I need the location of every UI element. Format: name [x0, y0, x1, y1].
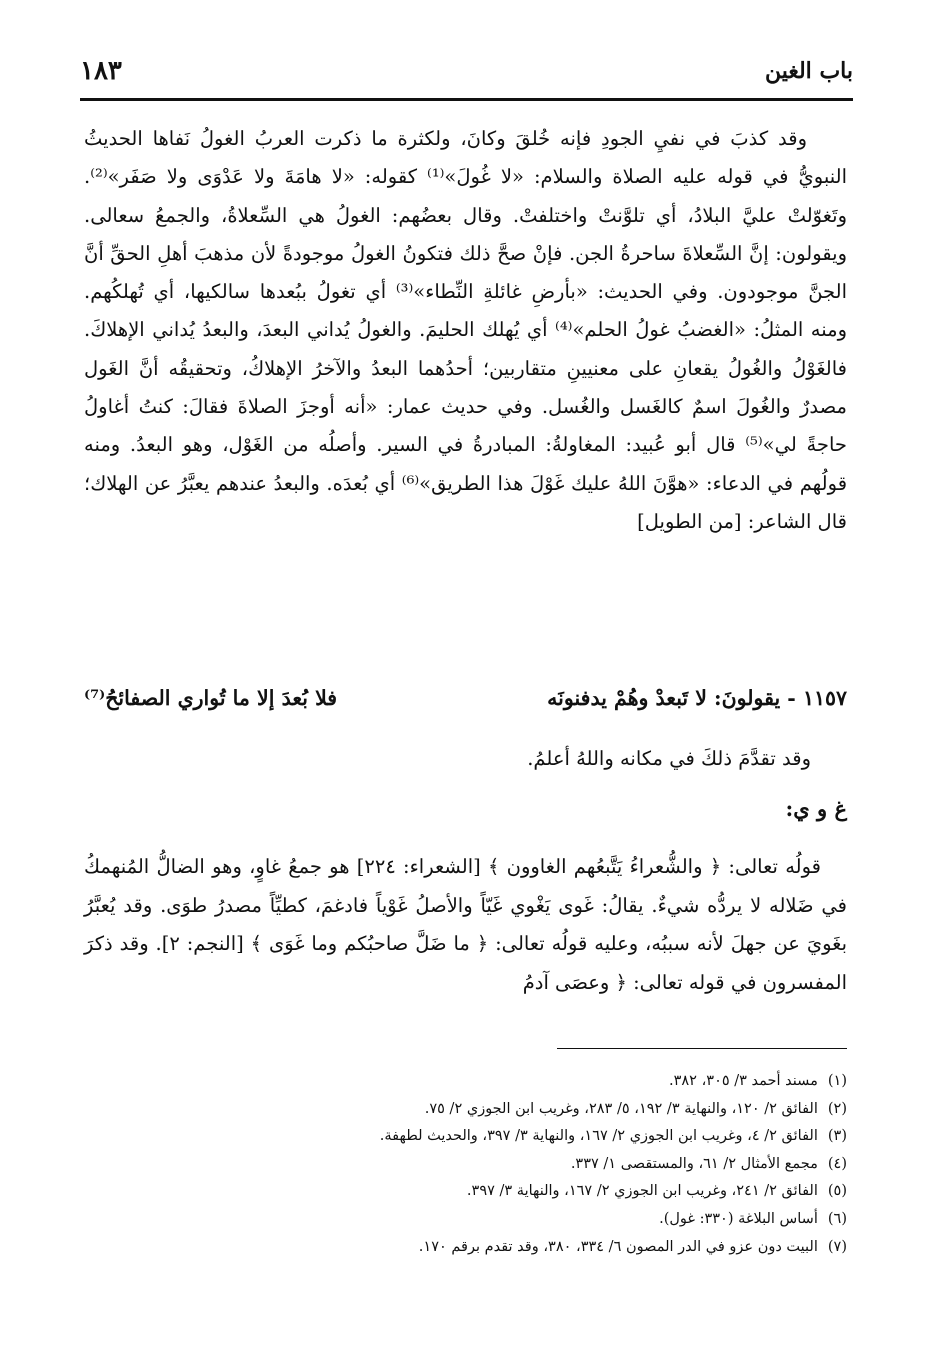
footnote-text: الفائق ٢/ ١٢٠، والنهاية ٣/ ١٩٢، ٥/ ٢٨٣، وغريب ابن الجوزي ٢/ ٧٥.	[424, 1100, 818, 1117]
footnote	[100, 1151, 847, 1179]
verse-second-hemistich: فلا بُعدَ إلا ما تُواري الصفائحُ⁽⁷⁾	[84, 686, 338, 710]
footnote	[100, 1234, 847, 1262]
post-verse-line: وقد تقدَّمَ ذلكَ في مكانه واللهُ أعلمُ.	[527, 747, 811, 770]
body-paragraph: وقد كذبَ في نفيِ الجودِ فإنه خُلقَ وكانَ، ولكثرة ما ذكرت العربُ الغولُ نَفاها الحديثُ النبويُّ في قوله عليه الصلاة والسلام: «لا غُولَ»⁽¹⁾ كقوله: «لا هامَةَ ولا عَدْوَى ولا صَفَر»⁽²⁾. وتَغوّلتْ عليَّ البلادُ، أي تلوَّنتْ واختلفتْ. وقال بعضُهم: الغولُ هي السِّعلاةُ، والجمعُ سعالى. ويقولون: إنَّ السِّعلاةَ ساحرةُ الجن. فإنْ صحَّ ذلك فتكونُ الغولُ موجودةً لأن مذهبَ أهلِ الحقِّ أنَّ الجنَّ موجودون. وفي الحديث: «بأرضِ غائلةِ النِّطاء»⁽³⁾ أي تغولُ ببُعدها سالكيها، أي تُهلكُهم. ومنه المثلُ: «الغضبُ غولُ الحلم»⁽⁴⁾ أي يُهلك الحليمَ. والغولُ يُداني البعدَ، والبعدُ يُداني الإهلاكَ. فالغَوْلُ والغُولُ يقعانِ على معنيينِ متقاربين؛ أحدُهما البعدُ والآخرُ الإهلاكُ، وتحقيقُه أنَّ الغَول مصدرٌ والغُولَ اسمٌ كالغَسل والغُسل. وفي حديث عمار: «أنه أوجزَ الصلاةَ فقالَ: كنتُ أغاولُ حاجةً لي»⁽⁵⁾ قال أبو عُبيد: المغاولةُ: المبادرةُ في السير. وأصلُه من الغَوْل، وهو البعدُ. ومنه قولُهم في الدعاء: «هوَّنَ اللهُ عليك غَوْلَ هذا الطريق»⁽⁶⁾ أي بُعدَه. والبعدُ عندهم يعبَّرُ عن الهلاك؛ قال الشاعر: [من الطويل]	[84, 127, 848, 533]
footnote-text: الفائق ٢/ ٤، وغريب ابن الجوزي ٢/ ١٦٧، والنهاية ٣/ ٣٩٧، والحديث لطهفة.	[379, 1128, 818, 1145]
entry-text	[84, 848, 847, 1002]
footnote-number: (٣)	[827, 1128, 847, 1145]
footnote	[100, 1068, 847, 1096]
footnotes	[100, 1068, 847, 1261]
verse-first-hemistich: ١١٥٧ - يقولونَ: لا تَبعدْ وهُمْ يدفنونَه	[547, 686, 847, 710]
footnote-number: (٥)	[827, 1183, 847, 1200]
footnote-number: (٢)	[827, 1100, 847, 1117]
footnote	[100, 1206, 847, 1234]
footnote	[100, 1178, 847, 1206]
footnote	[100, 1096, 847, 1124]
footnote	[100, 1123, 847, 1151]
footnote-number: (٧)	[827, 1238, 847, 1255]
footnote-text: الفائق ٢/ ٢٤١، وغريب ابن الجوزي ٢/ ١٦٧، والنهاية ٣/ ٣٩٧.	[466, 1183, 818, 1200]
entry-paragraph: قولُه تعالى: ﴿ والشُّعراءُ يَتَّبعُهم الغاوون ﴾ [الشعراء: ٢٢٤] هو جمعُ غاوٍ، وهو الضالُّ المُنهمكُ في ضَلاله لا يردُّه شيءٌ. يقالُ: غَوى يَغْوي غَيّاً والأصلُ غَوْياً فادغمَ، كطيِّاً مصدرُ طوَى. وقد يُعبَّرُ بغَويَ عن جهلَ لأنه سببُه، وعليه قولُه تعالى: ﴿ ما ضَلَّ صاحبُكم وما غَوَى ﴾ [النجم: ٢]. وقد ذكرَ المفسرون في قوله تعالى: ﴿ وعصَى آدمُ	[84, 855, 848, 994]
footnote-separator	[557, 1048, 847, 1049]
footnote-number: (٦)	[827, 1210, 847, 1227]
footnote-text: أساس البلاغة (٣٣٠: غول).	[659, 1210, 818, 1227]
footnote-number: (٤)	[827, 1155, 847, 1172]
footnote-text: مسند أحمد ٣/ ٣٠٥، ٣٨٢.	[669, 1073, 818, 1089]
footnote-number: (١)	[827, 1073, 847, 1089]
header-rule	[80, 98, 853, 101]
chapter-title: باب الغين	[764, 58, 853, 84]
running-header	[80, 56, 853, 100]
entry-heading: غ و ي:	[785, 796, 847, 821]
page-number: ١٨٣	[80, 56, 122, 86]
main-text	[84, 120, 847, 541]
footnote-text: مجمع الأمثال ٢/ ٦١، والمستقصى ١/ ٣٣٧.	[570, 1155, 818, 1172]
poetry-verse	[84, 682, 847, 722]
footnote-text: البيت دون عزو في الدر المصون ٦/ ٣٣٤، ٣٨٠، وقد تقدم برقم ١٧٠.	[418, 1238, 818, 1255]
